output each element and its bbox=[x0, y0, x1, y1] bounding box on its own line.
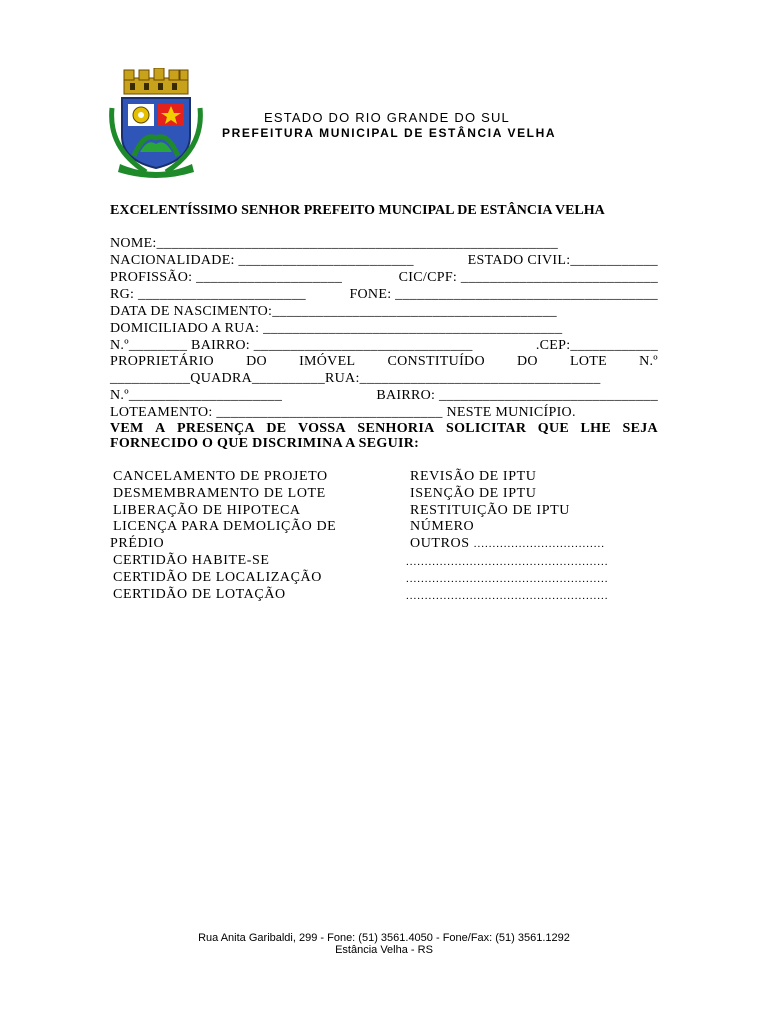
lot-block-street-field[interactable]: ___________QUADRA__________RUA:_________________________________ bbox=[110, 371, 601, 386]
owner-line bbox=[110, 354, 658, 370]
request-word: SENHORIA bbox=[357, 421, 435, 436]
others-fill-line[interactable]: ................................... bbox=[473, 538, 605, 550]
footer-address: Rua Anita Garibaldi, 299 - Fone: (51) 3561.4050 - Fone/Fax: (51) 3561.1292 bbox=[198, 932, 570, 944]
option-demolition-license[interactable]: LICENÇA PARA DEMOLIÇÃO DE bbox=[113, 519, 337, 534]
owner-word: CONSTITUÍDO bbox=[387, 354, 485, 369]
option-others[interactable] bbox=[410, 536, 605, 552]
option-lot-split[interactable]: DESMEMBRAMENTO DE LOTE bbox=[113, 486, 326, 501]
owner-word: IMÓVEL bbox=[299, 354, 356, 369]
marital-status-field[interactable]: ESTADO CIVIL:____________ bbox=[467, 253, 658, 268]
phone-field[interactable]: FONE: ____________________________________ bbox=[349, 287, 658, 302]
request-line-2: FORNECIDO O QUE DISCRIMINA A SEGUIR: bbox=[110, 436, 420, 451]
request-word: VOSSA bbox=[297, 421, 346, 436]
municipal-coat-of-arms bbox=[106, 68, 206, 180]
option-others-label: OUTROS bbox=[410, 536, 470, 551]
option-number[interactable]: NÚMERO bbox=[410, 519, 475, 534]
form-title: EXCELENTÍSSIMO SENHOR PREFEITO MUNCIPAL DE ESTÂNCIA VELHA bbox=[110, 203, 605, 218]
profession-line[interactable] bbox=[110, 270, 658, 286]
lot-bairro-field[interactable]: BAIRRO: ______________________________ bbox=[376, 388, 658, 403]
street-field[interactable]: DOMICILIADO A RUA: _________________________________________ bbox=[110, 321, 563, 336]
owner-word: DO bbox=[246, 354, 267, 369]
crown-icon bbox=[124, 68, 188, 94]
number-bairro-field[interactable]: N.º________ BAIRRO: ______________________________ bbox=[110, 338, 473, 353]
municipality-heading: PREFEITURA MUNICIPAL DE ESTÂNCIA VELHA bbox=[222, 126, 557, 140]
allotment-field[interactable]: LOTEAMENTO: _______________________________ bbox=[110, 405, 443, 420]
footer-city: Estância Velha - RS bbox=[335, 944, 433, 956]
request-word: A bbox=[155, 421, 166, 436]
option-habite-se[interactable]: CERTIDÃO HABITE-SE bbox=[113, 553, 270, 568]
option-location-certificate[interactable]: CERTIDÃO DE LOCALIZAÇÃO bbox=[113, 570, 322, 585]
nationality-line[interactable] bbox=[110, 253, 658, 269]
request-word: VEM bbox=[110, 421, 144, 436]
lot-number-field[interactable]: N.º_____________________ bbox=[110, 388, 283, 403]
owner-word: N.º bbox=[639, 354, 658, 369]
request-word: SOLICITAR bbox=[446, 421, 527, 436]
lotation-fill-line[interactable]: ...................................................... bbox=[406, 590, 609, 602]
name-field-line[interactable]: NOME:_______________________________________________________ bbox=[110, 236, 559, 251]
rg-field[interactable]: RG: _______________________ bbox=[110, 287, 306, 302]
request-line bbox=[110, 421, 658, 437]
rg-line[interactable] bbox=[110, 287, 658, 303]
state-heading: ESTADO DO RIO GRANDE DO SUL bbox=[264, 110, 510, 125]
profession-field[interactable]: PROFISSÃO: ____________________ bbox=[110, 270, 343, 285]
habite-se-fill-line[interactable]: ...................................................... bbox=[406, 556, 609, 568]
location-fill-line[interactable]: ...................................................... bbox=[406, 573, 609, 585]
shield-icon bbox=[122, 98, 190, 168]
option-project-cancel[interactable]: CANCELAMENTO DE PROJETO bbox=[113, 469, 328, 484]
request-word: DE bbox=[266, 421, 287, 436]
municipality-note: NESTE MUNICÍPIO. bbox=[446, 405, 576, 420]
nationality-field[interactable]: NACIONALIDADE: ________________________ bbox=[110, 253, 414, 268]
owner-word: DO bbox=[517, 354, 538, 369]
option-mortgage-release[interactable]: LIBERAÇÃO DE HIPOTECA bbox=[113, 503, 301, 518]
allotment-line[interactable] bbox=[110, 405, 658, 421]
request-word: QUE bbox=[537, 421, 570, 436]
option-demolition-license-cont[interactable]: PRÉDIO bbox=[110, 536, 165, 551]
number-line[interactable] bbox=[110, 338, 658, 354]
option-iptu-exemption[interactable]: ISENÇÃO DE IPTU bbox=[410, 486, 537, 501]
option-iptu-refund[interactable]: RESTITUIÇÃO DE IPTU bbox=[410, 503, 570, 518]
cep-field[interactable]: .CEP:____________ bbox=[535, 338, 658, 353]
owner-word: LOTE bbox=[569, 354, 607, 369]
option-lotation-certificate[interactable]: CERTIDÃO DE LOTAÇÃO bbox=[113, 587, 286, 602]
request-word: LHE bbox=[580, 421, 611, 436]
request-word: PRESENÇA bbox=[177, 421, 255, 436]
option-iptu-review[interactable]: REVISÃO DE IPTU bbox=[410, 469, 537, 484]
request-word: SEJA bbox=[622, 421, 658, 436]
birth-date-field[interactable]: DATA DE NASCIMENTO:_______________________________________ bbox=[110, 304, 557, 319]
owner-word: PROPRIETÁRIO bbox=[110, 354, 214, 369]
cpf-field[interactable]: CIC/CPF: ___________________________ bbox=[398, 270, 658, 285]
lot-number-line[interactable] bbox=[110, 388, 658, 404]
